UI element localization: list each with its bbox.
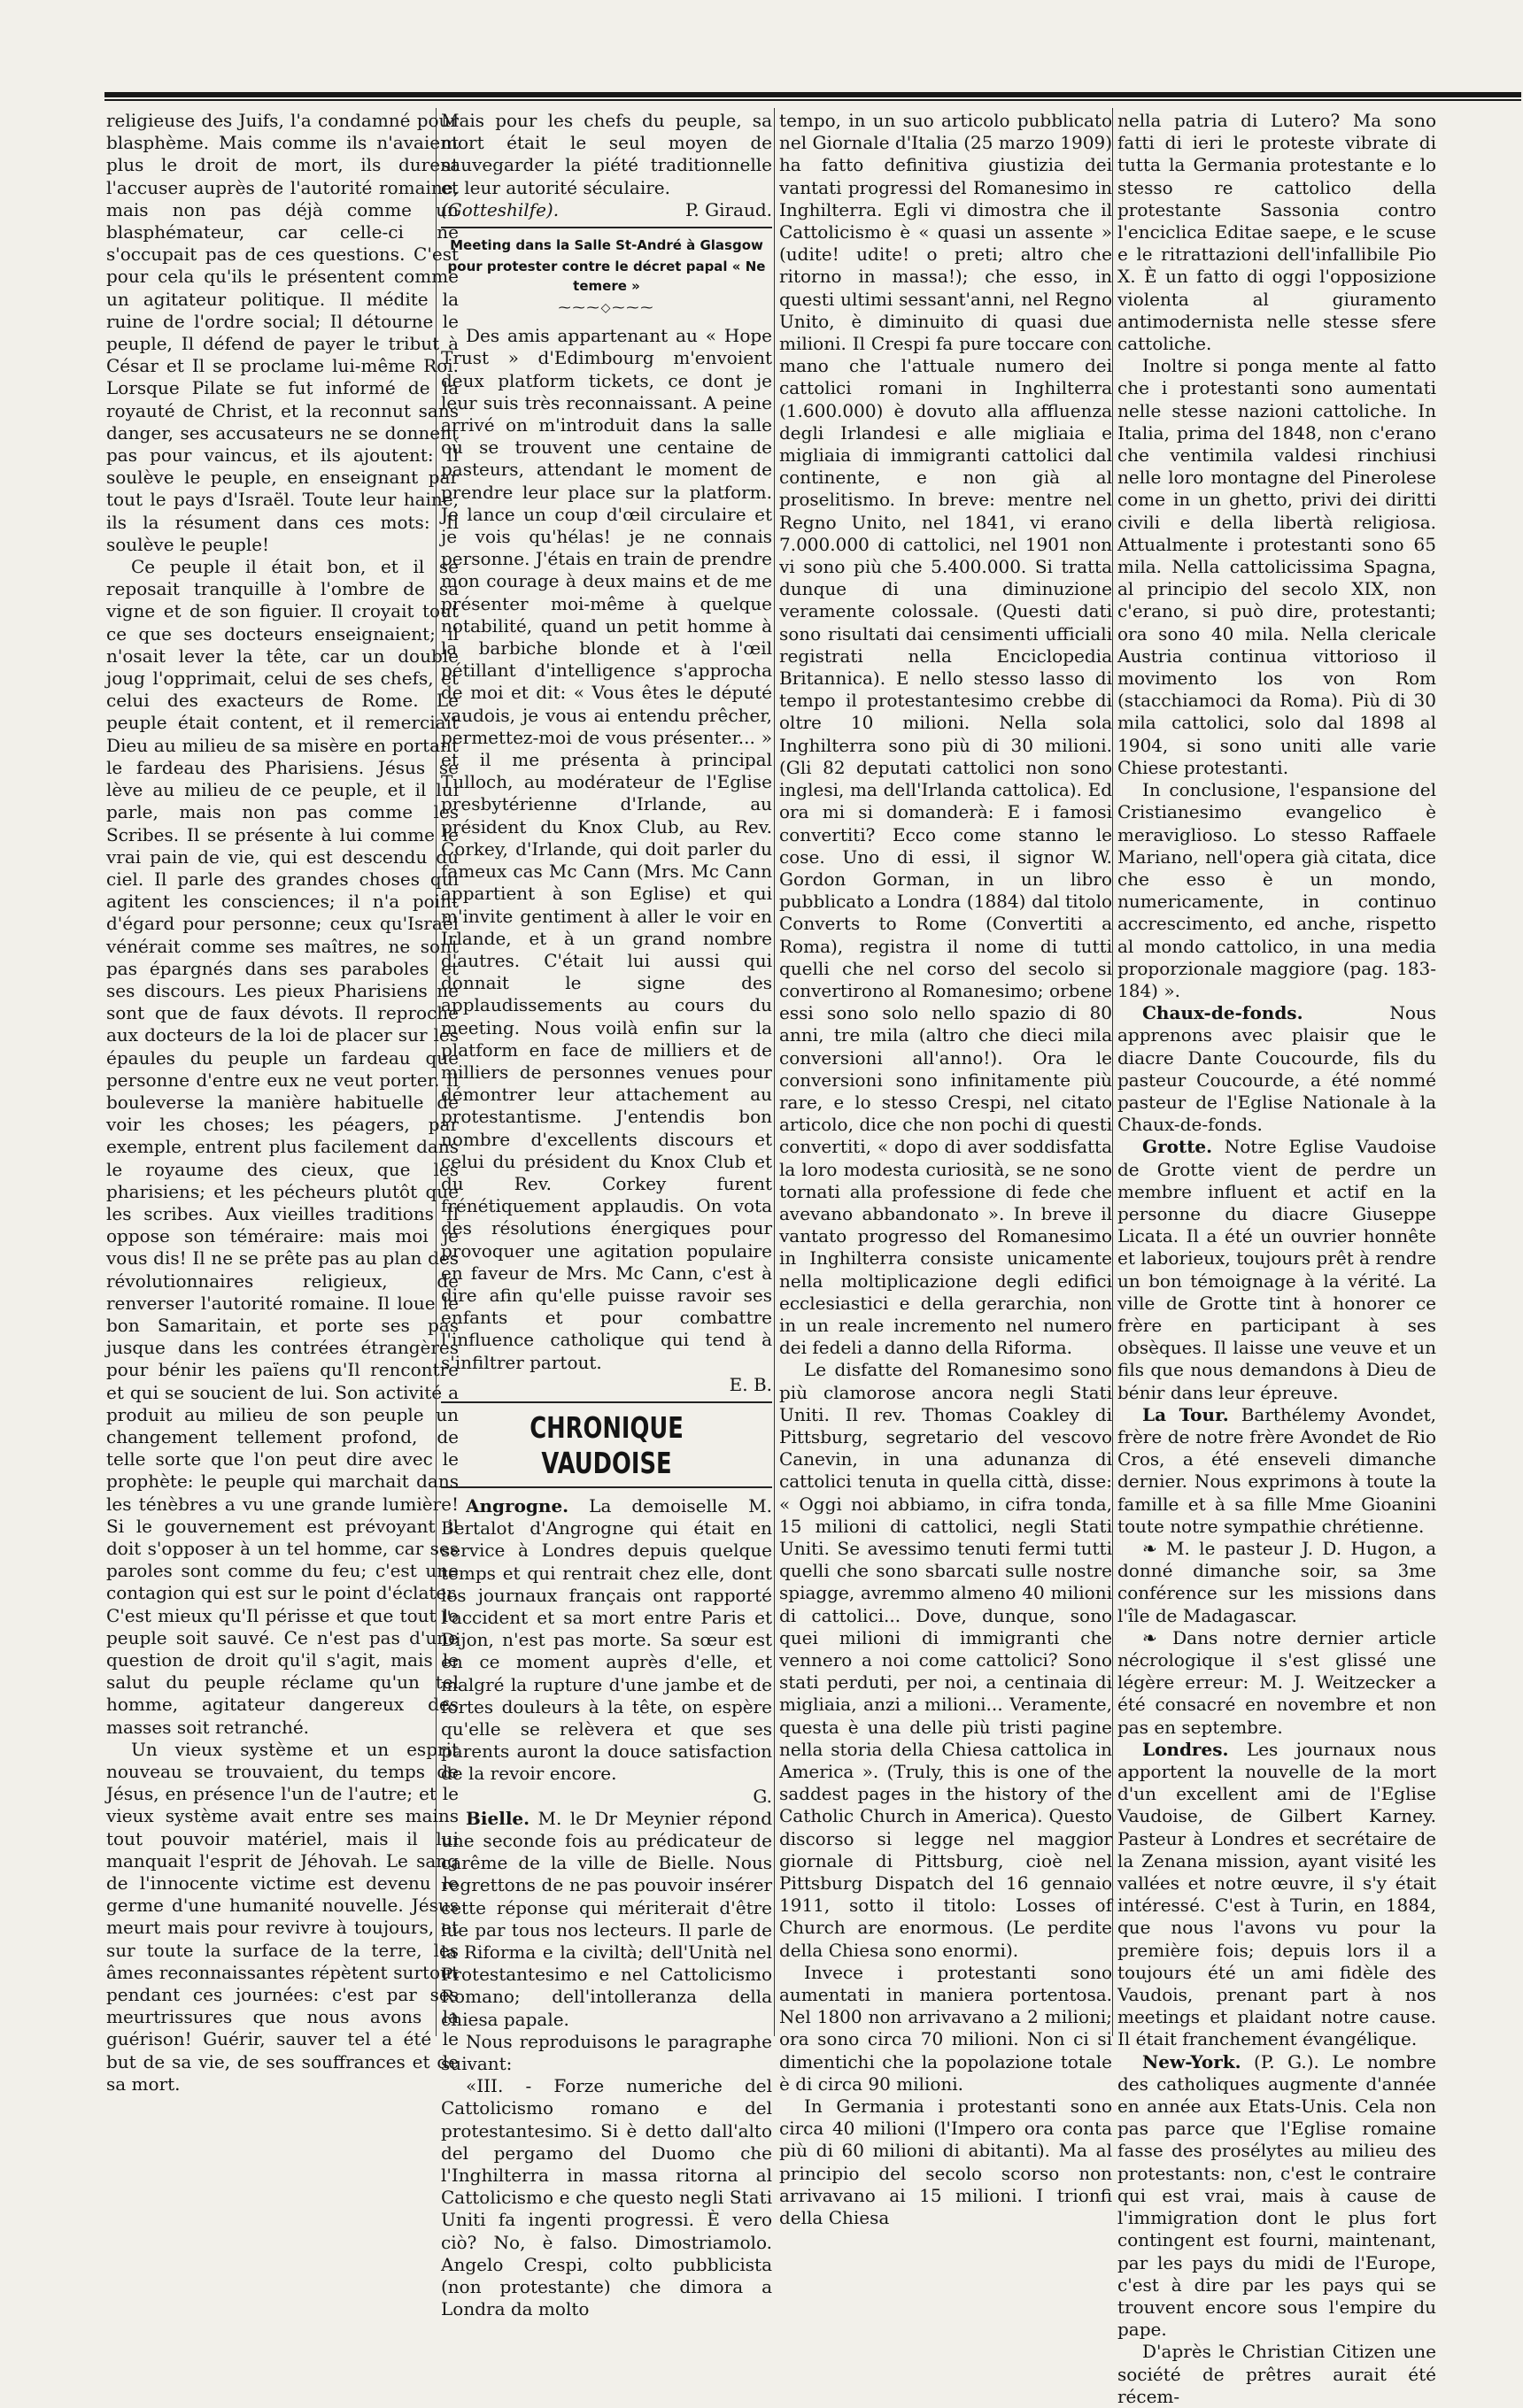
column-separator — [1112, 108, 1113, 2036]
paragraph: Un vieux système et un esprit nouveau se trouvaient, du temps de Jésus, en présence l'un de l'autre; et le vieux système avait entre ses mains tout pouvoir matériel, mais il lui manquait l'esprit de Jéhovah. Le sang de l'innocente victime est devenu le germe d'une humanité nouvelle. Jésus meurt mais pour revivre à toujours, et sur toute la surface de la terre, les âmes reconnaissantes répètent surtout pendant ces journées: c'est par ses meurtrissures que nous avons la guérison! Guérir, sauver tel a été le but de sa vie, de ses souffrances et de sa mort. — [106, 1738, 459, 2095]
column-1 — [106, 110, 459, 2095]
paragraph: Mais pour les chefs du peuple, sa mort était le seul moyen de sauvegarder la piété traditionnelle et leur autorité séculaire. — [441, 110, 772, 198]
news-item: ❧ Dans notre dernier article nécrologique il s'est glissé une légère erreur: M. J. Weitzecker a été consacré en novembre et non pas en septembre. — [1117, 1626, 1436, 1738]
divider — [441, 1401, 772, 1403]
column-2 — [441, 110, 772, 2320]
paragraph: tempo, in un suo articolo pubblicato nel Giornale d'Italia (25 marzo 1909) ha fatto definitiva giustizia dei vantati progressi del Romanesimo in Inghilterra. Egli vi dimostra che il Cattolicismo è « quasi un assente » (udite! udite! o preti; altro che ritorno in massa!); che esso, in questi ultimi sessant'anni, nel Regno Unito, è diminuito di quasi due milioni. Il Crespi fa pure toccare con mano che l'attuale numero dei cattolici romani in Inghilterra (1.600.000) è dovuto alla affluenza degli Irlandesi e alle migliaia e migliaia di immigranti cattolici dal continente, e non già al proselitismo. In breve: mentre nel Regno Unito, nel 1841, vi erano 7.000.000 di cattolici, nel 1901 non vi sono più che 5.400.000. Si tratta dunque di una diminuzione veramente colossale. (Questi dati sono risultati dai censimenti ufficiali registrati nella Enciclopedia Britannica). E nello stesso lasso di tempo il protestantesimo crebbe di oltre 10 milioni. Nella sola Inghilterra sono più di 30 milioni. (Gli 82 deputati cattolici non sono inglesi, ma dell'Irlanda cattolica). Ed ora mi si domanderà: E i famosi convertiti? Ecco come stanno le cose. Uno di essi, il signor W. Gordon Gorman, in un libro pubblicato a Londra (1884) dal titolo Converts to Rome (Convertiti a Roma), registra il nome di tutti quelli che nel corso del secolo si convertirono al Romanesimo; orbene essi sono solo nello spazio di 80 anni, tre mila (altro che dieci mila conversioni all'anno!). Ora le conversioni sono infinitamente più rare, e lo stesso Crespi, nel citato articolo, dice che non pochi di questi convertiti, « dopo di aver soddisfatta la loro modesta curiosità, se ne sono tornati alla professione di fede che avevano abbandonato ». In breve il vantato progresso del Romanesimo in Inghilterra consiste unicamente nella moltiplicazione degli edifici ecclesiastici e della gerarchia, non in un reale incremento nel numero dei fedeli a danno della Riforma. — [779, 110, 1112, 1359]
place-name: La Tour. — [1142, 1403, 1229, 1425]
paragraph: Le disfatte del Romanesimo sono più clamorose ancora negli Stati Uniti. Il rev. Thomas Coakley di Pittsburg, segretario del vescovo Canevin, in una adunanza di cattolici tenuta in quella città, disse: « Oggi noi abbiamo, in cifra tonda, 15 milioni di cattolici, negli Stati Uniti. Se avessimo tenuti fermi tutti quelli che sono sbarcati sulle nostre spiagge, avremmo almeno 40 milioni di cattolici... Dove, dunque, sono quei milioni di immigranti che vennero a noi come cattolici? Sono stati perduti, per noi, a centinaia di migliaia, anzi a milioni... Veramente, questa è una delle più tristi pagine nella storia della Chiesa cattolica in America ». (Truly, this is one of the saddest pages in the history of the Catholic Church in America). Questo discorso si legge nel maggior giornale di Pittsburg, cioè nel Pittsburg Dispatch del 16 gennaio 1911, sotto il titolo: Losses of Church are enormous. (Le perdite della Chiesa sono enormi). — [779, 1359, 1112, 1961]
top-rule-thin — [104, 99, 1521, 101]
paragraph: Inoltre si ponga mente al fatto che i protestanti sono aumentati nelle stesse nazioni cattoliche. In Italia, prima del 1848, non c'erano che ventimila valdesi rinchiusi nelle loro montagne del Pinerolese come in un ghetto, privi dei diritti civili e della libertà religiosa. Attualmente i protestanti sono 65 mila. Nella cattolicissima Spagna, al principio del secolo XIX, non c'erano, si può dire, protestanti; ora sono 40 mila. Nella clericale Austria continua vittorioso il movimento los von Rom (stacchiamoci da Roma). Più di 30 mila cattolici, solo dal 1898 al 1904, si sono uniti alle varie Chiese protestanti. — [1117, 355, 1436, 778]
place-name: Grotte. — [1142, 1136, 1213, 1158]
signature: E. B. — [729, 1373, 772, 1395]
ornament: ⁓⁓⁓◇⁓⁓⁓ — [558, 301, 655, 316]
place-name: Chaux-de-fonds. — [1142, 1002, 1303, 1024]
place-name: Bielle. — [466, 1807, 530, 1829]
news-item — [1117, 1136, 1436, 1403]
news-item — [1117, 2051, 1436, 2342]
news-text: La demoiselle M. Bertalot d'Angrogne qui était en service à Londres depuis quelque temps et qui rentrait chez elle, dont les journaux français ont rapporté l'accident et sa mort entre Paris et Dijon, n'est pas morte. Sa sœur est en ce moment auprès d'elle, et malgré la rupture d'une jambe et de fortes douleurs à la tête, on espère qu'elle se relèvera et que ses parents auront la douce satisfaction de la revoir encore. — [441, 1494, 772, 1785]
news-text: Nous apprenons avec plaisir que le diacre Dante Coucourde, fils du pasteur Coucourde, a été nommé pasteur de l'Eglise Nationale à la Chaux-de-fonds. — [1117, 1002, 1436, 1136]
news-item — [1117, 1404, 1436, 1538]
paragraph: Invece i protestanti sono aumentati in maniera portentosa. Nel 1800 non arrivavano a 2 milioni; ora sono circa 70 milioni. Non ci si dimentichi che la popolazione totale è di circa 90 milioni. — [779, 1961, 1112, 2095]
article-subtitle: pour protester contre le décret papal « Ne temere » — [447, 259, 766, 295]
paragraph: nella patria di Lutero? Ma sono fatti di ieri le proteste vibrate di tutta la Germania protestante e lo stesso re cattolico della protestante Sassonia contro l'enciclica Editae saepe, e le scuse e le ritrattazioni dell'infallibile Pio X. È un fatto di oggi l'opposizione violenta al giuramento antimodernista nelle stesse sfere cattoliche. — [1117, 110, 1436, 355]
paragraph: In conclusione, l'espansione del Cristianesimo evangelico è meraviglioso. Lo stesso Raffaele Mariano, nell'opera già citata, dice che esso è un mondo, numericamente, in continuo accrescimento, ed anche, rispetto al mondo cattolico, in una media proporzionale maggiore (pag. 183-184) ». — [1117, 779, 1436, 1001]
author: P. Giraud. — [684, 198, 772, 220]
column-3 — [779, 110, 1112, 2229]
top-rule — [104, 92, 1521, 97]
article-title: Meeting dans la Salle St-André à Glasgow — [450, 237, 763, 254]
news-item: ❧ M. le pasteur J. D. Hugon, a donné dimanche soir, sa 3me conférence sur les missions dans l'île de Madagascar. — [1117, 1538, 1436, 1626]
section-title: CHRONIQUE VAUDOISE — [530, 1409, 684, 1480]
news-text: M. le Dr Meynier répond une seconde fois au prédicateur de carême de la ville de Bielle. Nous regrettons de ne pas pouvoir insérer cette réponse qui mériterait d'être lue par tous nos lecteurs. Il parle de la Riforma e la civiltà; dell'Unità nel Protestantesimo e nel Cattolicismo Romano; dell'intolleranza della chiesa papale. — [441, 1807, 772, 2030]
place-name: Angrogne. — [466, 1494, 569, 1517]
paragraph: Ce peuple il était bon, et il se reposait tranquille à l'ombre de sa vigne et de son figuier. Il croyait tout ce que ses docteurs enseignaient; il n'osait lever la tête, car un double joug l'opprimait, celui de ses chefs, et celui des exacteurs de Rome. Le peuple était content, et il remerciait Dieu au milieu de sa misère en portant le fardeau des Pharisiens. Jésus se lève au milieu de ce peuple, et il lui parle, mais non pas comme les Scribes. Il se présente à lui comme le vrai pain de vie, qui est descendu du ciel. Il parle des grandes choses qui agitent les consciences; il n'a point d'égard pour personne; ceux qu'Israël vénérait comme ses maîtres, ne sont pas épargnés dans ses paraboles et ses discours. Les pieux Pharisiens ne sont que de faux dévots. Il reproche aux docteurs de la loi de placer sur les épaules du peuple un fardeau que personne d'entre eux ne veut porter. Il bouleverse la manière habituelle de voir les choses; les péagers, par exemple, entrent plus facilement dans le royaume des cieux, que les pharisiens; et les pécheurs plutôt que les scribes. Aux vieilles traditions Il oppose son téméraire: mais moi je vous dis! Il ne se prête pas au plan des révolutionnaires religieux, de renverser l'autorité romaine. Il loue le bon Samaritain, et porte ses pas jusque dans les contrées étrangères pour bénir les païens qu'Il rencontre et qui se soucient de lui. Son activité a produit au milieu de son peuple un changement tellement profond, de telle sorte que l'on peut dire avec le prophète: le peuple qui marchait dans les ténèbres a vu une grande lumière! Si le gouvernement est prévoyant il doit s'opposer à un tel homme, car ses paroles sont comme du feu; c'est une contagion qui est sur le point d'éclater. C'est mieux qu'Il périsse et que tout le peuple soit sauvé. Ce n'est pas d'une question de droit qu'il s'agit, mais le salut du peuple réclame qu'un tel homme, agitateur dangereux des masses soit retranché. — [106, 556, 459, 1738]
column-4 — [1117, 110, 1436, 2408]
news-item — [441, 1808, 772, 2031]
signature-line — [441, 199, 772, 221]
paragraph: In Germania i protestanti sono circa 40 milioni (l'Impero ora conta più di 60 milioni di abitanti). Ma al principio del secolo scorso non arrivavano ai 15 milioni. I trionfi della Chiesa — [779, 2095, 1112, 2229]
news-text: Les journaux nous apportent la nouvelle de la mort d'un excellent ami de l'Eglise Vaudoise, de Gilbert Karney. Pasteur à Londres et secrétaire de la Zenana mission, ayant visité les vallées et notre œuvre, il s'y était intéressé. C'est à Turin, en 1884, que nous l'avons vu pour la première fois; depuis lors il a toujours été un ami fidèle des Vaudois, prenant part à nos meetings et plaidant notre cause. Il était franchement évangélique. — [1117, 1738, 1437, 2050]
paragraph: Nous reproduisons le paragraphe suivant: — [441, 2030, 772, 2075]
divider — [441, 227, 772, 228]
news-text: Barthélemy Avondet, frère de notre frère Avondet de Rio Cros, a été enseveli dimanche dernier. Nous exprimons à toute la famille et à sa fille Mme Gioanini toute notre sympathie chrétienne. — [1117, 1403, 1436, 1537]
signature: G. — [753, 1785, 772, 1807]
paragraph: Des amis appartenant au « Hope Trust » d'Edimbourg m'envoient deux platform tickets, ce dont je leur suis très reconnaissant. A peine arrivé on m'introduit dans la salle où se trouvent une centaine de pasteurs, attendant le moment de prendre leur place sur la platform. Je lance un coup d'œil circulaire et je vois qu'hélas! je ne connais personne. J'étais en train de prendre mon courage à deux mains et de me présenter moi-même à quelque notabilité, quand un petit homme à la barbiche blonde et à l'œil pétillant d'intelligence s'approcha de moi et dit: « Vous êtes le député vaudois, je vous ai entendu prêcher, permettez-moi de vous présenter... » et il me présenta à principal Tulloch, au modérateur de l'Eglise presbytérienne d'Irlande, au président du Knox Club, au Rev. Corkey, d'Irlande, qui doit parler du fameux cas Mc Cann (Mrs. Mc Cann appartient à son Eglise) et qui m'invite gentiment à aller le voir en Irlande, et à un grand nombre d'autres. C'était lui aussi qui donnait le signe des applaudissements au cours du meeting. Nous voilà enfin sur la platform en face de milliers et de milliers de personnes venues pour démontrer leur attachement au protestantisme. J'entendis bon nombre d'excellents discours et celui du président du Knox Club et du Rev. Corkey furent frénétiquement applaudis. On vota des résolutions énergiques pour provoquer une agitation populaire en faveur de Mrs. Mc Cann, c'est à dire afin qu'elle puisse ravoir ses enfants et pour combattre l'influence catholique qui tend à s'infiltrer partout. — [441, 325, 772, 1373]
column-separator — [774, 108, 775, 2036]
paragraph: religieuse des Juifs, l'a condamné pour blasphème. Mais comme ils n'avaient plus le droit de mort, ils durent l'accuser auprès de l'autorité romaine, mais non pas déjà comme un blasphémateur, car celle-ci ne s'occupait pas de ces questions. C'est pour cela qu'ils le présentent comme un agitateur politique. Il médite la ruine de l'ordre social; Il détourne le peuple, Il défend de payer le tribut à César et Il se proclame lui-même Roi. Lorsque Pilate se fut informé de la royauté de Christ, et la reconnut sans danger, ses accusateurs ne se donnent pas pour vaincus, et ils ajoutent: Il soulève le peuple, en enseignant par tout le pays d'Israël. Toute leur haine, ils la résument dans ces mots: Il soulève le peuple! — [106, 110, 459, 555]
paragraph: D'après le Christian Citizen une société de prêtres aurait été récem- — [1117, 2341, 1436, 2407]
place-name: Londres. — [1142, 1738, 1229, 1760]
quote: «III. - Forze numeriche del Cattolicismo romano e del protestantesimo. Si è detto dall'alto del pergamo del Duomo che l'Inghilterra in massa ritorna al Cattolicismo e che questo negli Stati Uniti fa ingenti progressi. È vero ciò? No, è falso. Dimostriamolo. Angelo Crespi, colto pubblicista (non protestante) che dimora a Londra da molto — [441, 2075, 772, 2320]
news-item — [1117, 1002, 1436, 1136]
news-text: (P. G.). Le nombre des catholiques augmente d'année en année aux Etats-Unis. Cela non pas parce que l'Eglise romaine fasse des prosélytes au milieu des protestants: non, c'est le contraire qui est vrai, mais à cause de l'immigration dont le plus fort contingent est fourni, maintenant, par les pays du midi de l'Europe, c'est à dire par les pays qui se trouvent encore sous l'empire du pape. — [1117, 2050, 1437, 2341]
news-item — [1117, 1739, 1436, 2051]
news-item — [441, 1495, 772, 1786]
place-name: New-York. — [1142, 2050, 1241, 2072]
news-text: Notre Eglise Vaudoise de Grotte vient de perdre un membre influent et actif en la personne du diacre Giuseppe Licata. Il a été un ouvrier honnête et laborieux, toujours prêt à rendre un bon témoignage à la vérité. La ville de Grotte tint à honorer ce frère en participant à ses obsèques. Il laisse une veuve et un fils que nous demandons à Dieu de bénir dans leur épreuve. — [1117, 1136, 1436, 1403]
source: (Gotteshilfe). — [441, 198, 560, 220]
divider — [441, 1486, 772, 1488]
